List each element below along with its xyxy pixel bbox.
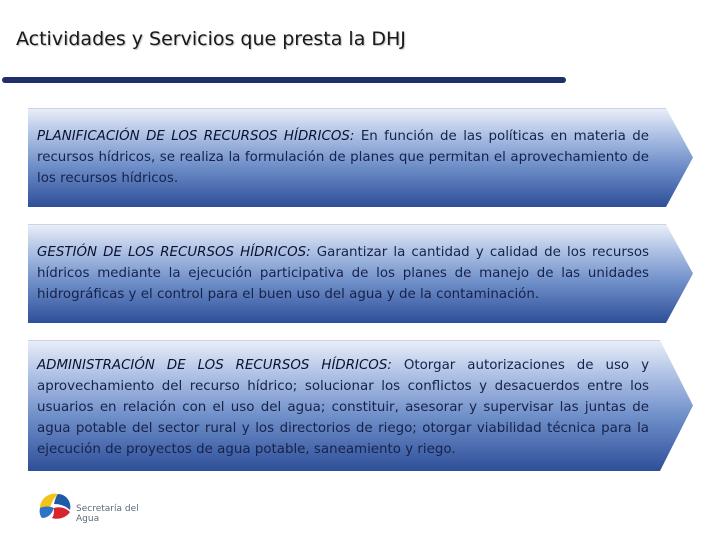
title-underline xyxy=(2,77,566,83)
arrow-card-administracion xyxy=(28,340,693,471)
arrow-text xyxy=(37,242,649,305)
water-drop-logo-icon xyxy=(36,486,74,524)
page-title: Actividades y Servicios que presta la DHJ xyxy=(16,28,406,50)
logo-text xyxy=(76,504,139,524)
secretaria-del-agua-logo xyxy=(36,486,146,526)
arrow-text xyxy=(37,355,649,460)
arrow-heading: ADMINISTRACIÓN DE LOS RECURSOS HÍDRICOS: xyxy=(37,358,392,373)
arrow-text xyxy=(37,126,649,189)
logo-line-2: Agua xyxy=(76,514,100,524)
arrow-heading: GESTIÓN DE LOS RECURSOS HÍDRICOS: xyxy=(37,245,311,260)
arrow-heading: PLANIFICACIÓN DE LOS RECURSOS HÍDRICOS: xyxy=(37,129,355,144)
arrow-body: Garantizar la cantidad y calidad de los recursos hídricos mediante la ejecución participativa de los planes de manejo de las unidades hidrográficas y el control para el buen uso del agua y de la contaminación. xyxy=(37,245,650,302)
logo-line-1: Secretaría del xyxy=(76,504,139,514)
arrow-body: En función de las políticas en materia de recursos hídricos, se realiza la formulación de planes que permitan el aprovechamiento de los recursos hídricos. xyxy=(37,129,650,186)
arrow-card-gestion xyxy=(28,224,693,323)
arrow-body: Otorgar autorizaciones de uso y aprovechamiento del recurso hídrico; solucionar los conflictos y desacuerdos entre los usuarios en relación con el uso del agua; constituir, asesorar y supervisar las juntas de agua potable del sector rural y los directorios de riego; otorgar viabilidad técnica para la ejecución de proyectos de agua potable, saneamiento y riego. xyxy=(37,358,650,457)
arrow-card-planificacion xyxy=(28,108,693,207)
